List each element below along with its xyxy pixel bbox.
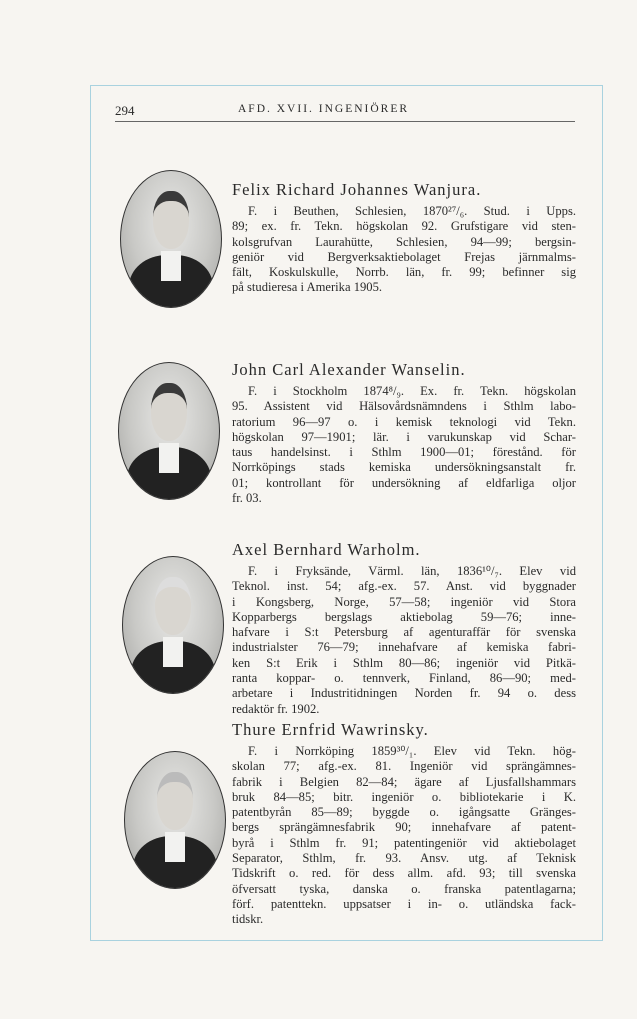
portrait-warholm [122, 556, 224, 694]
entry-text-line: hafvare i S:t Petersburg af agenturaffär för svenska [232, 625, 576, 640]
entry-text-line: 01; kontrollant för undersökning af eldfarliga oljor [232, 475, 576, 490]
entry-text-line: öfversatt tyska, danska o. franska patentlagarna; [232, 881, 576, 896]
entry-text-line: geniör vid Bergverksaktiebolaget Frejas järnmalms- [232, 249, 576, 264]
entry-text-line: F. i Stockholm 1874⁸/₉. Ex. fr. Tekn. högskolan [248, 384, 576, 398]
entry-wanjura [232, 180, 576, 296]
entry-text-line: arbetare i Industritidningen Norden fr. 94 o. dess [232, 686, 576, 701]
entry-text-line: 95. Assistent vid Hälsovårdsnämndens i Sthlm labo- [232, 399, 576, 414]
entry-text-line: fabrik i Belgien 82—84; ägare af Ljusfallshammars [232, 774, 576, 789]
entry-text-line: F. i Beuthen, Schlesien, 1870²⁷/₆. Stud. i Upps. [248, 204, 576, 218]
portrait-wanjura [120, 170, 222, 308]
entry-name: Axel Bernhard Warholm. [232, 540, 421, 559]
entry-text-line: ratorium 96—97 o. i kemisk teknologi vid Tekn. [232, 414, 576, 429]
entry-text-line: fr. 03. [232, 491, 262, 506]
entry-text-line: på studieresa i Amerika 1905. [232, 280, 383, 295]
entry-wanselin [232, 360, 576, 506]
entry-text-line: F. i Fryksände, Värml. län, 1836¹⁰/₇. Elev vid [248, 564, 576, 578]
header-rule [115, 121, 575, 122]
entry-name: John Carl Alexander Wanselin. [232, 360, 466, 379]
portrait-wanselin [118, 362, 220, 500]
entry-text-line: Norrköpings stads kemiska undersökningsanstalt fr. [232, 460, 576, 475]
entry-warholm [232, 540, 576, 717]
entry-wawrinsky [232, 720, 576, 928]
page-number: 294 [115, 103, 135, 118]
entry-text-line: Teknol. inst. 54; afg.-ex. 57. Anst. vid byggnader [232, 579, 576, 594]
entry-text-line: patentbyrån 85—89; byggde o. igångsatte Gränges- [232, 805, 576, 820]
portrait-wawrinsky [124, 751, 226, 889]
entry-text-line: i Kongsberg, Norge, 57—58; ingeniör vid Stora [232, 594, 576, 609]
entry-text-line: högskolan 97—1901; lär. i varukunskap vid Schar- [232, 429, 576, 444]
entry-text-line: ranta koppar- o. tennverk, Finland, 86—90; med- [232, 671, 576, 686]
entry-text-line: F. i Norrköping 1859³⁰/₁. Elev vid Tekn. hög- [248, 744, 576, 758]
entry-text-line: skolan 77; afg.-ex. 81. Ingeniör vid sprängämnes- [232, 759, 576, 774]
entry-name: Thure Ernfrid Wawrinsky. [232, 720, 429, 739]
entry-text-line: ken S:t Erik i Sthlm 80—86; ingeniör vid Pitkä- [232, 655, 576, 670]
entry-name: Felix Richard Johannes Wanjura. [232, 180, 482, 199]
entry-text-line: tidskr. [232, 912, 264, 927]
entry-text-line: taus handelsinst. i Sthlm 1900—01; förestånd. för [232, 445, 576, 460]
entry-text-line: redaktör fr. 1902. [232, 701, 320, 716]
entry-text-line: bergs sprängämnesfabrik 90; innehafvare af patent- [232, 820, 576, 835]
entry-text-line: Kopparbergs bergslags aktiebolag 59—76; inne- [232, 609, 576, 624]
entry-text-line: fält, Koskulskulle, Norrb. län, fr. 99; befinner sig [232, 265, 576, 280]
entry-text-line: förf. patenttekn. uppsatser i in- o. utländska fack- [232, 896, 576, 911]
entry-text-line: Tidskrift o. red. för dess allm. afd. 93; till svenska [232, 866, 576, 881]
entry-text-line: 89; ex. fr. Tekn. högskolan 92. Grufstigare vid sten- [232, 219, 576, 234]
entry-text-line: Separator, Sthlm, fr. 93. Ansv. utg. af Teknisk [232, 851, 576, 866]
entry-text-line: byrå i Sthlm fr. 91; patentingeniör vid aktiebolaget [232, 835, 576, 850]
entry-text-line: industrialster 76—79; innehafvare af kemiska fabri- [232, 640, 576, 655]
running-title: AFD. XVII. INGENIÖRER [238, 103, 410, 115]
entry-text-line: bruk 84—85; bitr. ingeniör o. bibliotekarie i K. [232, 789, 576, 804]
entry-text-line: kolsgrufvan Laurahütte, Schlesien, 94—99; bergsin- [232, 234, 576, 249]
